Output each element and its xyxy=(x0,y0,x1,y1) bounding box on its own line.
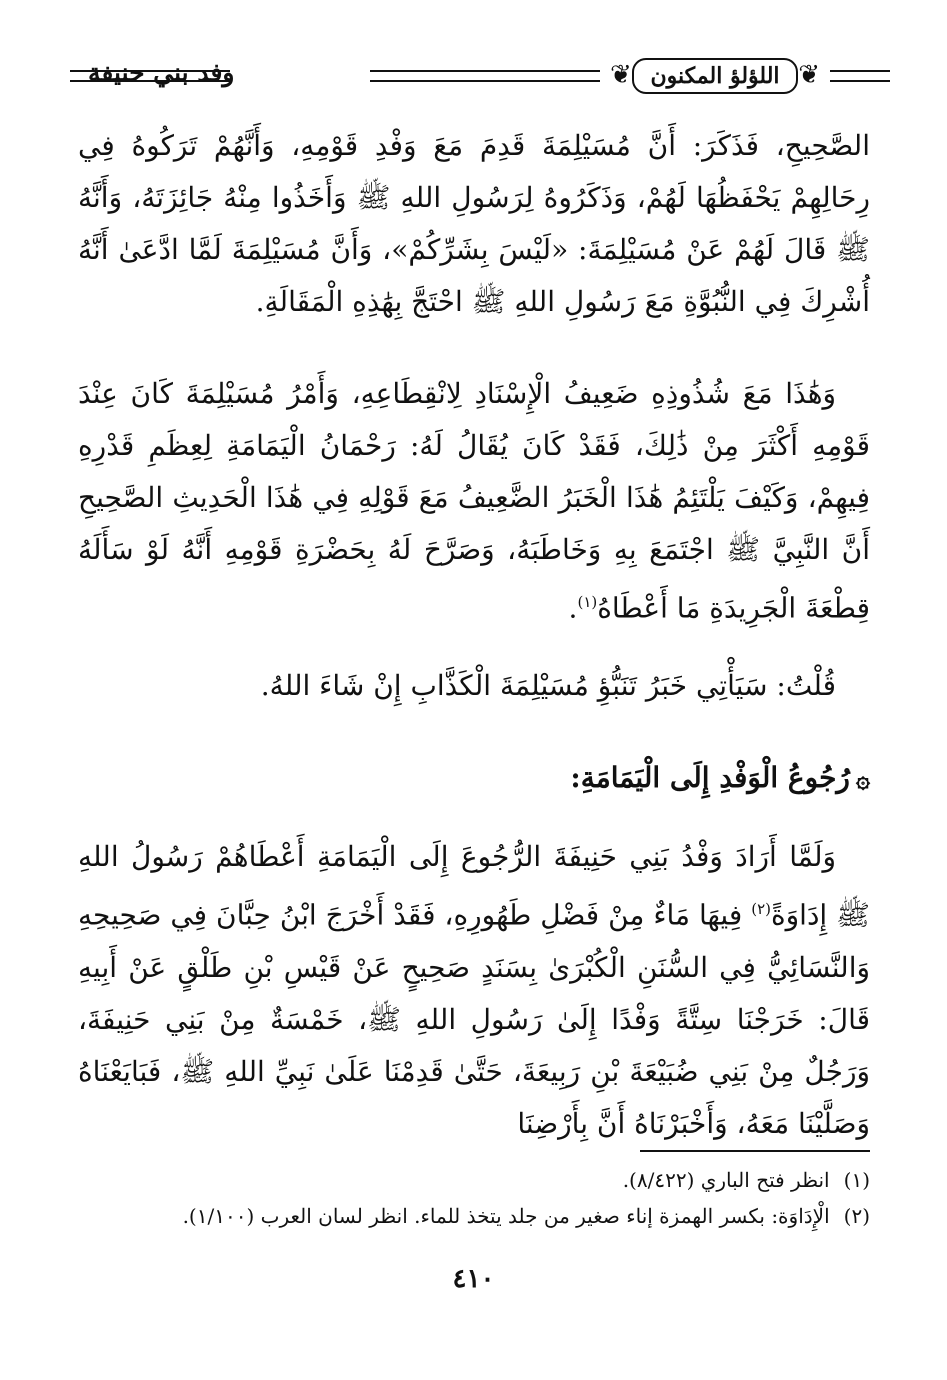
running-header xyxy=(70,52,890,108)
paragraph-4 xyxy=(78,831,870,1149)
book-title-cartouche xyxy=(610,52,820,100)
footnote-ref-2[interactable]: (٢) xyxy=(751,900,771,919)
footnote-ref-1[interactable]: (١) xyxy=(577,593,598,611)
paragraph-1-text: الصَّحِيحِ، فَذَكَرَ: أَنَّ مُسَيْلِمَةَ قَدِمَ مَعَ وَفْدِ قَوْمِهِ، وَأَنَّهُمْ تَرَكُوهُ فِي رِحَالِهِمْ يَحْفَظُهَا لَهُمْ، وَذَكَرُوهُ لِرَسُولِ اللهِ ﷺ وَأَخَذُوا مِنْهُ جَائِزَتَهُ، وَأَنَّهُ ﷺ قَالَ لَهُمْ عَنْ مُسَيْلِمَةَ: «لَيْسَ بِشَرِّكُمْ»، وَأَنَّ مُسَيْلِمَةَ لَمَّا ادَّعَىٰ أَنَّهُ أُشْرِكَ فِي النُّبُوَّةِ مَعَ رَسُولِ اللهِ ﷺ احْتَجَّ بِهَٰذِهِ الْمَقَالَةِ. xyxy=(78,129,870,318)
paragraph-4-text-a: وَلَمَّا أَرَادَ وَفْدُ بَنِي حَنِيفَةَ الرُّجُوعَ إِلَى الْيَمَامَةِ أَعْطَاهُمْ رَسُولُ اللهِ ﷺ إِدَاوَةً xyxy=(78,840,870,932)
paragraph-2 xyxy=(78,368,870,634)
footnote-1 xyxy=(78,1162,870,1198)
paragraph-3 xyxy=(78,660,870,712)
main-text xyxy=(78,120,870,1150)
footnotes xyxy=(78,1162,870,1234)
chapter-title: وفد بني حنيفة xyxy=(88,58,235,87)
section-bullet-icon: ۞ xyxy=(855,764,870,794)
ornament-right-icon: ❦ xyxy=(798,60,820,90)
ornament-left-icon: ❦ xyxy=(610,60,632,90)
footnote-2-num: (٢) xyxy=(843,1204,870,1228)
paragraph-1 xyxy=(78,120,870,328)
footnote-separator xyxy=(640,1150,870,1152)
footnote-1-text: انظر فتح الباري (٨/٤٢٢). xyxy=(622,1168,830,1192)
footnote-2 xyxy=(78,1198,870,1234)
header-rule-right xyxy=(830,70,890,82)
book-title: اللؤلؤ المكنون xyxy=(650,63,780,89)
section-heading xyxy=(78,752,870,805)
paragraph-2-text: وَهَٰذَا مَعَ شُذُوذِهِ ضَعِيفُ الْإِسْنَادِ لِانْقِطَاعِهِ، وَأَمْرُ مُسَيْلِمَةَ كَانَ عِنْدَ قَوْمِهِ أَكْثَرَ مِنْ ذَٰلِكَ، فَقَدْ كَانَ يُقَالُ لَهُ: رَحْمَانُ الْيَمَامَةِ لِعِظَمِ قَدْرِهِ فِيهِمْ، وَكَيْفَ يَلْتَئِمُ هَٰذَا الْخَبَرُ الضَّعِيفُ مَعَ قَوْلِهِ فِي هَٰذَا الْحَدِيثِ الصَّحِيحِ أَنَّ النَّبِيَّ ﷺ اجْتَمَعَ بِهِ وَخَاطَبَهُ، وَصَرَّحَ لَهُ بِحَضْرَةِ قَوْمِهِ أَنَّهُ لَوْ سَأَلَهُ قِطْعَةَ الْجَرِيدَةِ مَا أَعْطَاهُ xyxy=(78,377,870,625)
section-heading-text: رُجُوعُ الْوَفْدِ إِلَى الْيَمَامَةِ: xyxy=(570,761,850,795)
paragraph-4-text-b: فِيهَا مَاءٌ مِنْ فَضْلِ طَهُورِهِ، فَقَدْ أَخْرَجَ ابْنُ حِبَّانَ فِي صَحِيحِهِ وَالنَّسَائِيُّ فِي السُّنَنِ الْكُبْرَىٰ بِسَنَدٍ صَحِيحٍ عَنْ قَيْسِ بْنِ طَلْقٍ عَنْ أَبِيهِ قَالَ: خَرَجْنَا سِتَّةً وَفْدًا إِلَىٰ رَسُولِ اللهِ ﷺ، خَمْسَةٌ مِنْ بَنِي حَنِيفَةَ، وَرَجُلٌ مِنْ بَنِي ضُبَيْعَةَ بْنِ رَبِيعَةَ، حَتَّىٰ قَدِمْنَا عَلَىٰ نَبِيِّ اللهِ ﷺ، فَبَايَعْنَاهُ وَصَلَّيْنَا مَعَهُ، وَأَخْبَرْنَاهُ أَنَّ بِأَرْضِنَا xyxy=(78,898,870,1140)
footnote-2-text: الْإِدَاوَة: بكسر الهمزة إناء صغير من جلد يتخذ للماء. انظر لسان العرب (١/١٠٠). xyxy=(182,1204,830,1228)
paragraph-3-text: قُلْتُ: سَيَأْتِي خَبَرُ تَنَبُّؤِ مُسَيْلِمَةَ الْكَذَّابِ إِنْ شَاءَ اللهُ. xyxy=(260,669,836,703)
footnote-1-num: (١) xyxy=(843,1168,870,1192)
paragraph-2-end: . xyxy=(568,591,578,625)
page-number: ٤١٠ xyxy=(452,1264,495,1294)
header-rule-middle xyxy=(370,70,600,82)
